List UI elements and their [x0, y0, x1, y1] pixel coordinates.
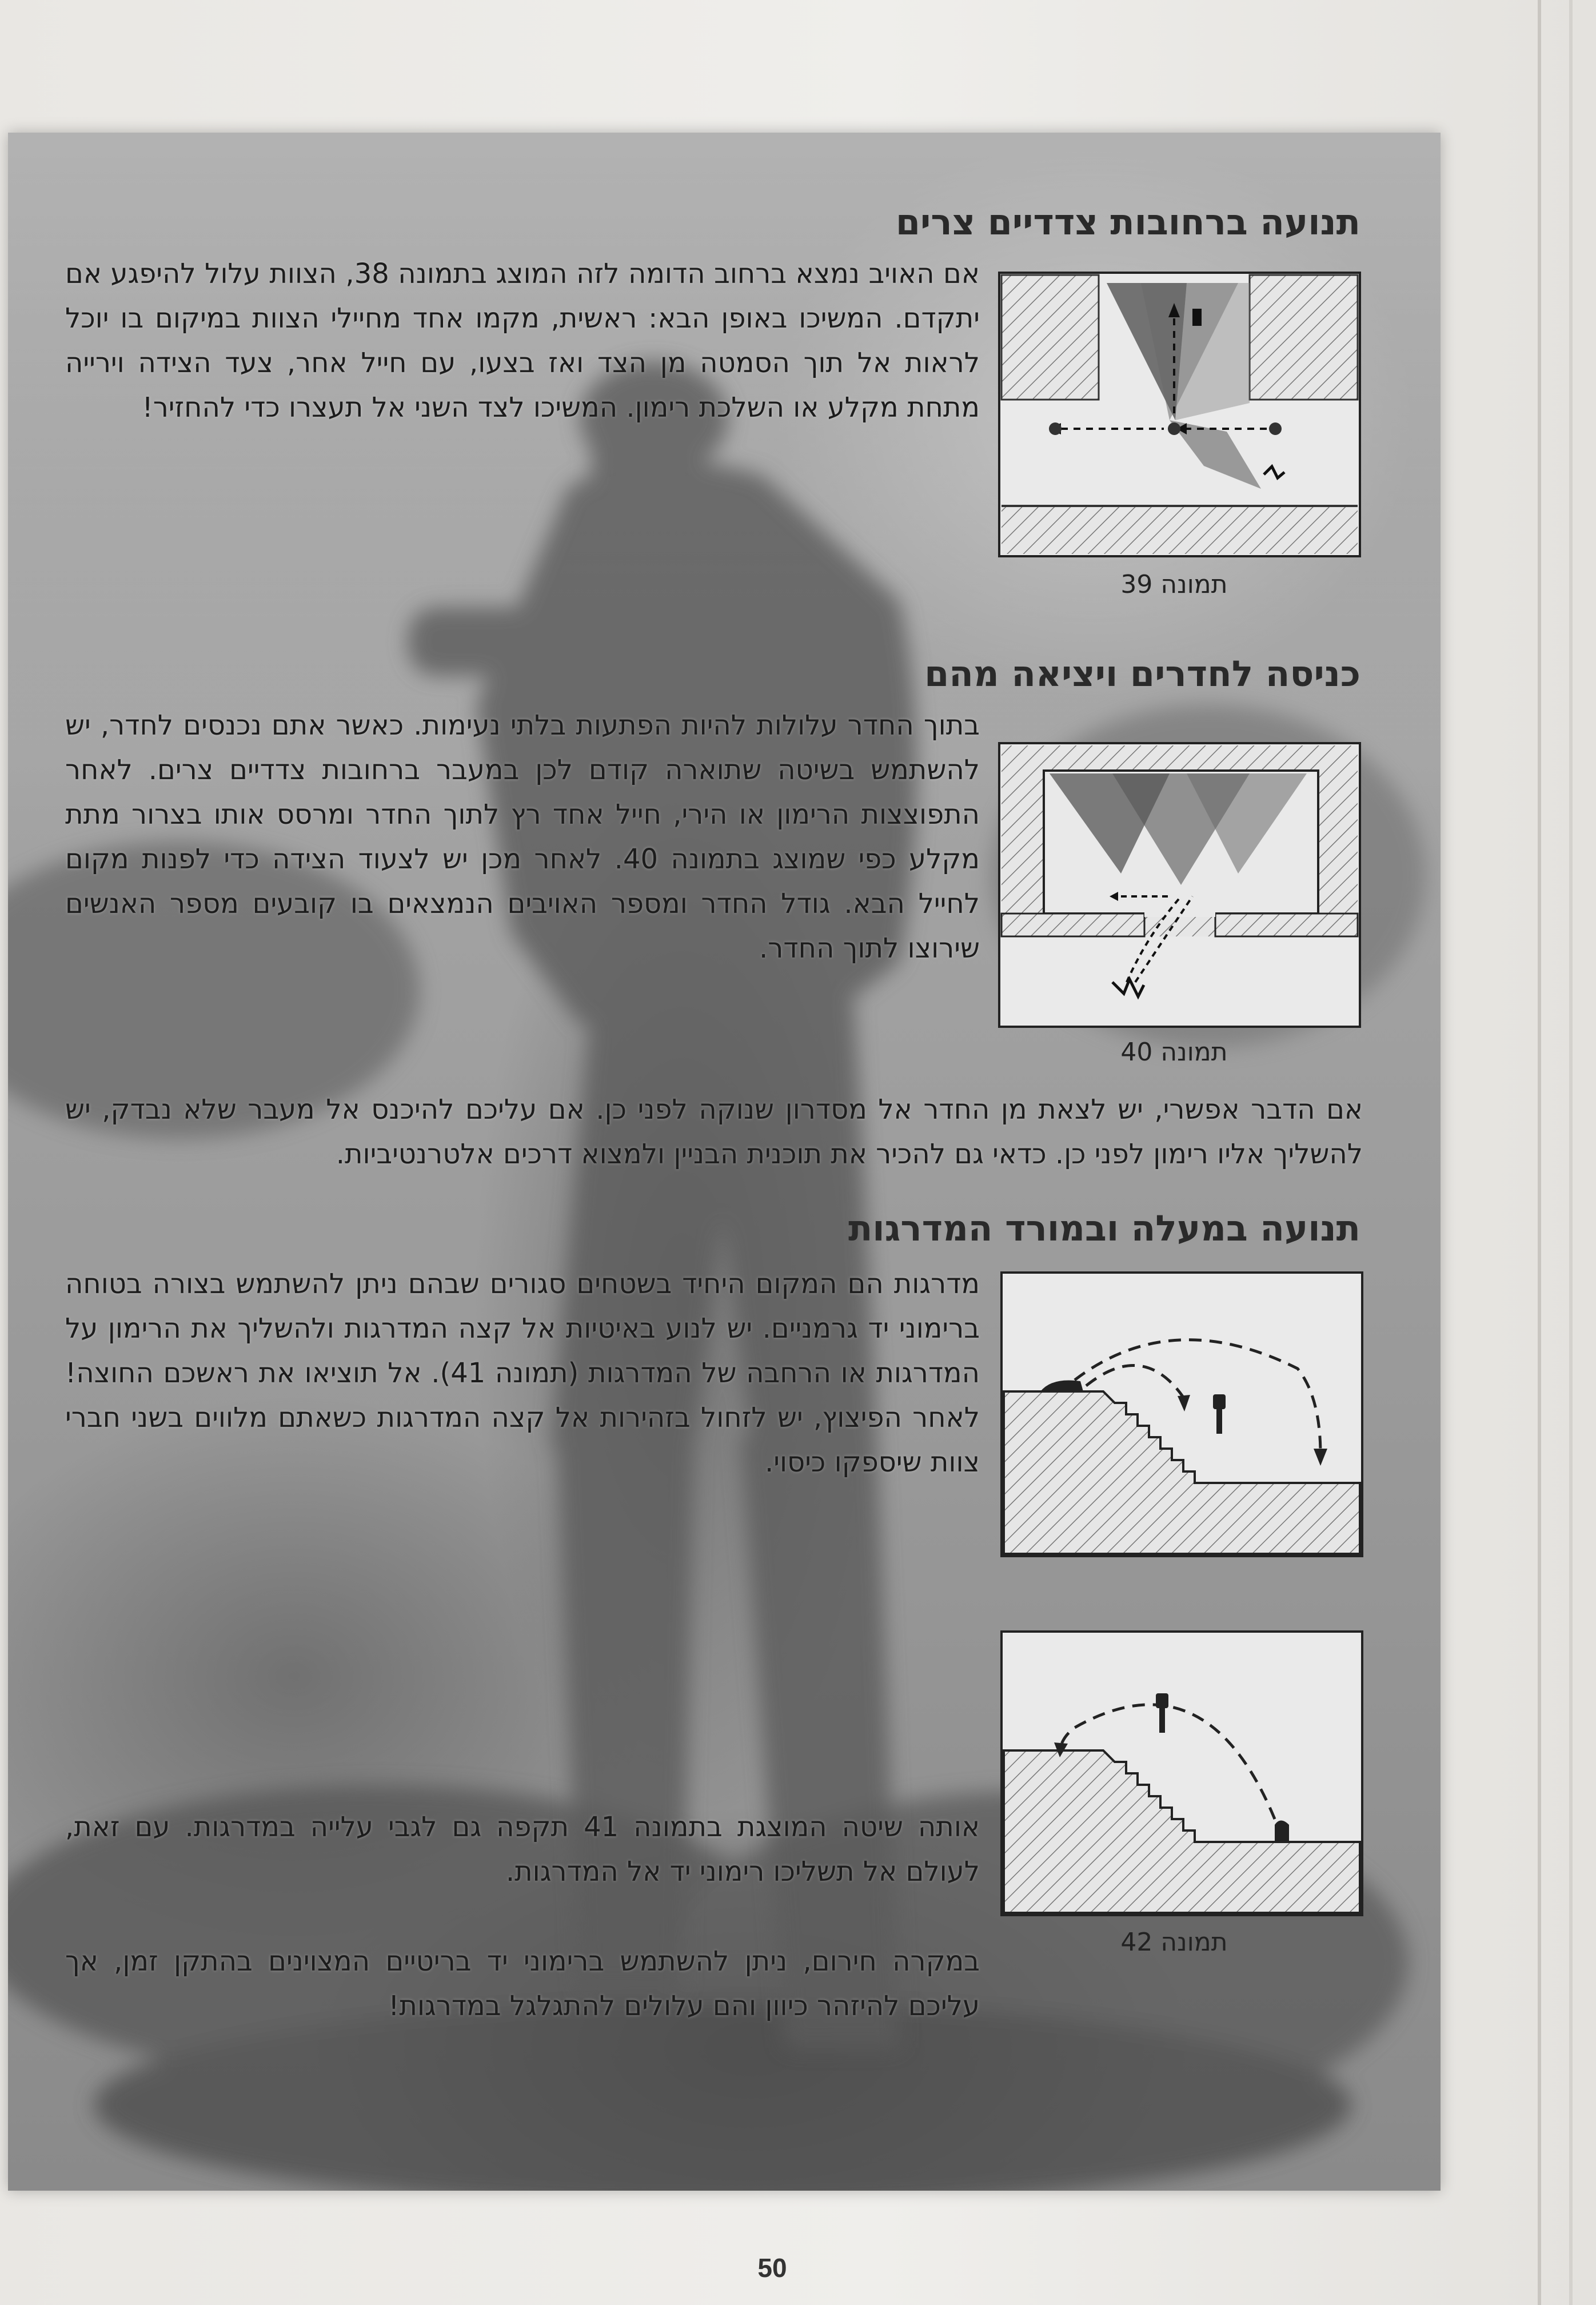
caption-figure-42: תמונה 42	[1120, 1928, 1228, 1957]
printed-page	[8, 133, 1441, 2191]
paragraph-stairs: מדרגות הם המקום היחיד בשטחים סגורים שבהם ניתן להשתמש בצורה בטוחה ברימוני יד גרמניים. יש לנוע באיטיות אל קצה המדרגות ולהשליך את הרימון על המדרגות או הרחבה של המדרגות (תמונה 41). אל תוציאו את ראשכם החוצה! לאחר הפיצוץ, יש לזחול בזהירות אל קצה המדרגות כשאתם מלווים בשני חברי צוות שיספקו כיסוי.	[65, 1268, 980, 1478]
sheet-edge	[1569, 0, 1573, 2305]
caption-figure-40: תמונה 40	[1120, 1038, 1228, 1067]
paragraph-narrow-streets: אם האויב נמצא ברחוב הדומה לזה המוצג בתמונה 38, הצוות עלול להיפגע אם יתקדם. המשיכו באופן הבא: ראשית, מקמו אחד מחיילי הצוות במיקום בו יוכל לראות אל תוך הסמטה מן הצד ואז בצעו, עם חייל אחר, צעד הצידה וירייה מתחת מקלע או השלכת רימון. המשיכו לצד השני אל תעצרו כדי להחזיר!	[65, 258, 980, 424]
caption-figure-39: תמונה 39	[1120, 570, 1228, 599]
heading-stairs: תנועה במעלה ובמורד המדרגות	[848, 1207, 1360, 1249]
heading-narrow-streets: תנועה ברחובות צדדיים צרים	[895, 201, 1360, 243]
page-number: 50	[757, 2253, 787, 2283]
paragraph-rooms: בתוך החדר עלולות להיות הפתעות בלתי נעימות. כאשר אתם נכנסים לחדר, יש להשתמש בשיטה שתוארה קודם לכן במעבר ברחובות צדדיים צרים. לאחר התפוצצות הרימון או הירי, חייל אחד רץ לתוך החדר ומרסס אותו בצרור מתת מקלע כפי שמוצג בתמונה 40. לאחר מכן יש לצעוד הצידה כדי לפנות מקום לחייל הבא. גודל החדר ומספר האויבים הנמצאים בו קובעים מספר האנשים שירוצו לתוך החדר.	[65, 709, 980, 964]
sheet-edge	[1538, 0, 1541, 2305]
figure-42-stairs-up-diagram	[1000, 1630, 1363, 1916]
figure-41-stairs-down-diagram	[1000, 1271, 1363, 1557]
paragraph-british-grenades: במקרה חירום, ניתן להשתמש ברימוני יד בריטיים המצוינים בהתקן זמן, אך עליכם להיזהר כיוון והם עלולים להתגלגל במדרגות!	[65, 1945, 980, 2022]
paragraph-stairs-up: אותה שיטה המוצגת בתמונה 41 תקפה גם לגבי עלייה במדרגות. עם זאת, לעולם אל תשליכו רימוני יד אל המדרגות.	[65, 1811, 980, 1888]
figure-40-room-entry-diagram	[998, 742, 1361, 1028]
paragraph-room-exit: אם הדבר אפשרי, יש לצאת מן החדר אל מסדרון שנוקה לפני כן. אם עליכם להיכנס אל מעבר שלא נבדק, יש להשליך אליו רימון לפני כן. כדאי גם להכיר את תוכנית הבניין ולמצוא דרכים אלטרנטיביות.	[65, 1094, 1363, 1170]
heading-rooms: כניסה לחדרים ויציאה מהם	[924, 653, 1360, 695]
figure-39-alley-diagram	[998, 272, 1361, 557]
